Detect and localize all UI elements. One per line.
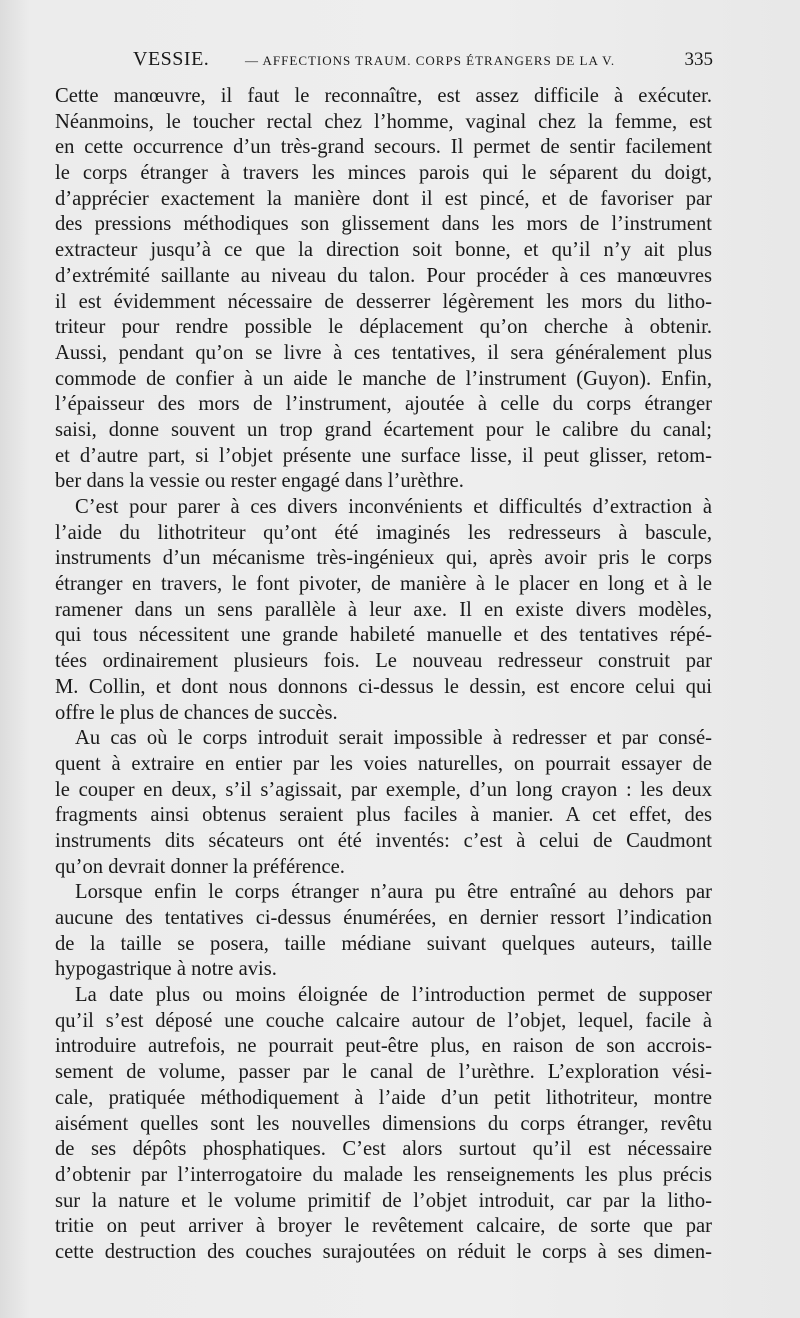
text-line: ber dans la vessie ou rester engagé dans l’urèthre. [55,470,464,493]
text-line: hypogastrique à notre avis. [55,958,277,981]
text-line: de la taille se posera, taille médiane suivant quelques auteurs, taille [55,932,712,955]
text-line: triteur pour rendre possible le déplacement qu’on cherche à obtenir. [55,316,712,339]
running-header [55,48,715,76]
text-line: fragments ainsi obtenus seraient plus faciles à manier. A cet effet, des [55,804,712,827]
text-line: Cette manœuvre, il faut le reconnaître, est assez difficile à exécuter. [55,85,712,107]
text-line: de ses dépôts phosphatiques. C’est alors surtout qu’il est nécessaire [55,1138,712,1161]
text-line: l’aide du lithotriteur qu’ont été imaginés les redresseurs à bascule, [55,521,712,544]
text-line: sur la nature et le volume primitif de l’objet introduit, car par la litho- [55,1189,712,1212]
text-line: Aussi, pendant qu’on se livre à ces tentatives, il sera généralement plus [55,341,712,364]
text-line: ramener dans un sens parallèle à leur axe. Il en existe divers modèles, [55,598,712,621]
text-line: La date plus ou moins éloignée de l’introduction permet de supposer [75,984,712,1007]
text-line: étranger en travers, le font pivoter, de manière à le placer en long et à le [55,573,712,596]
text-line: l’épaisseur des mors de l’instrument, ajoutée à celle du corps étranger [55,393,712,416]
text-line: qu’on devrait donner la préférence. [55,855,345,878]
text-line: il est évidemment nécessaire de desserrer légèrement les mors du litho- [55,290,712,313]
text-line: quent à extraire en entier par les voies naturelles, on pourrait essayer de [55,752,712,775]
text-line: extracteur jusqu’à ce que la direction soit bonne, et qu’il n’y ait plus [55,239,712,262]
text-line: le couper en deux, s’il s’agissait, par exemple, d’un long crayon : les deux [55,778,712,801]
text-line: sement de volume, passer par le canal de l’urèthre. L’exploration vési- [55,1061,712,1084]
text-line: Néanmoins, le toucher rectal chez l’homme, vaginal chez la femme, est [55,110,712,133]
text-line: d’extrémité saillante au niveau du talon. Pour procéder à ces manœuvres [55,264,712,287]
body-text [55,84,712,1266]
text-line: d’obtenir par l’interrogatoire du malade les renseignements les plus précis [55,1163,712,1186]
text-line: et d’autre part, si l’objet présente une surface lisse, il peut glisser, retom- [55,444,712,467]
text-line: Au cas où le corps introduit serait impossible à redresser et par consé- [75,727,712,750]
text-line: qui tous nécessitent une grande habileté manuelle et des tentatives répé- [55,624,712,647]
text-line: M. Collin, et dont nous donnons ci-dessus le dessin, est encore celui qui [55,675,712,698]
text-line: tritie on peut arriver à broyer le revêtement calcaire, de sorte que par [55,1215,712,1238]
text-line: tées ordinairement plusieurs fois. Le nouveau redresseur construit par [55,650,712,673]
text-line: Lorsque enfin le corps étranger n’aura pu être entraîné au dehors par [75,881,712,904]
text-line: introduire autrefois, ne pourrait peut-être plus, en raison de son accrois- [55,1035,712,1058]
text-line: le corps étranger à travers les minces parois qui le séparent du doigt, [55,162,712,185]
text-line: commode de confier à un aide le manche de l’instrument (Guyon). Enfin, [55,367,712,390]
text-line: des pressions méthodiques son glissement dans les mors de l’instrument [55,213,712,236]
text-line: instruments d’un mécanisme très-ingénieux qui, après avoir pris le corps [55,547,712,570]
header-title: — AFFECTIONS TRAUM. CORPS ÉTRANGERS DE LA V. [245,53,616,68]
page-number: 335 [684,49,713,70]
header-section: VESSIE. [133,48,210,70]
text-line: en cette occurrence d’un très-grand secours. Il permet de sentir facilement [55,136,712,159]
text-line: cale, pratiquée méthodiquement à l’aide d’un petit lithotriteur, montre [55,1086,712,1109]
text-line: C’est pour parer à ces divers inconvénients et difficultés d’extraction à [75,496,712,518]
text-line: instruments dits sécateurs ont été inventés: c’est à celui de Caudmont [55,829,712,852]
text-line: qu’il s’est déposé une couche calcaire autour de l’objet, lequel, facile à [55,1009,712,1032]
text-line: saisi, donne souvent un trop grand écartement pour le calibre du canal; [55,418,712,441]
text-line: d’apprécier exactement la manière dont il est pincé, et de favoriser par [55,187,712,210]
text-line: cette destruction des couches surajoutées on réduit le corps à ses dimen- [55,1240,712,1263]
text-line: aucune des tentatives ci-dessus énumérées, en dernier ressort l’indication [55,907,712,929]
text-line: offre le plus de chances de succès. [55,701,338,724]
text-line: aisément quelles sont les nouvelles dimensions du corps étranger, revêtu [55,1112,712,1135]
